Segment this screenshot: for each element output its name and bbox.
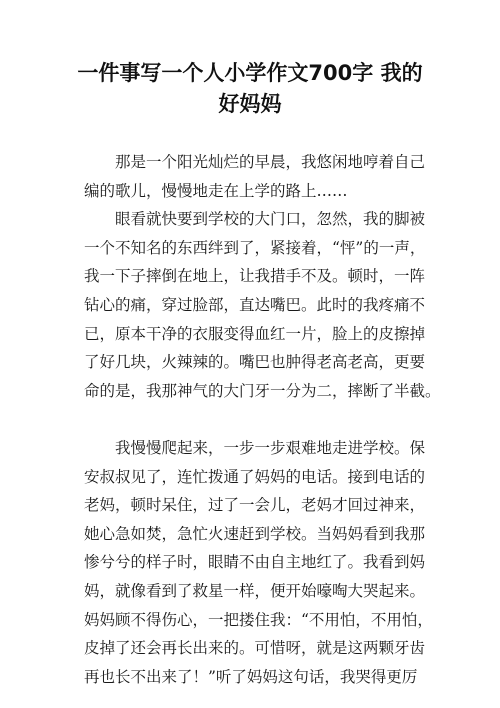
text-line: 妈，就像看到了救星一样，便开始嚎啕大哭起来。 bbox=[84, 581, 426, 600]
title-line: 一件事写一个人小学作文700字 我的 bbox=[77, 61, 423, 85]
paragraph bbox=[84, 205, 441, 405]
title-line: 好妈妈 bbox=[218, 92, 282, 116]
paragraph bbox=[84, 148, 429, 205]
text-line: 钻心的痛，穿过脸部，直达嘴巴。此时的我疼痛不 bbox=[84, 295, 426, 314]
text-line: 安叔叔见了，连忙拨通了妈妈的电话。接到电话的 bbox=[84, 467, 426, 486]
text-line: 惨兮兮的样子时，眼睛不由自主地红了。我看到妈 bbox=[84, 553, 426, 572]
text-line: 我一下子摔倒在地上，让我措手不及。顿时，一阵 bbox=[84, 267, 426, 286]
paragraph bbox=[84, 434, 433, 691]
text-line: 那是一个阳光灿烂的早晨，我悠闲地哼着自己 bbox=[115, 153, 426, 171]
text-line: 皮掉了还会再长出来的。可惜呀，就是这两颗牙齿 bbox=[84, 639, 426, 658]
text-line: 老妈，顿时呆住，过了一会儿，老妈才回过神来， bbox=[84, 496, 426, 515]
text-line: 再也长不出来了！”听了妈妈这句话，我哭得更厉 bbox=[84, 667, 418, 686]
text-line: 眼看就快要到学校的大门口，忽然，我的脚被 bbox=[115, 210, 426, 229]
document-title bbox=[60, 58, 440, 120]
text-line: 命的是，我那神气的大门牙一分为二，摔断了半截。 bbox=[84, 381, 441, 400]
document-body bbox=[84, 148, 441, 691]
text-line: 一个不知名的东西绊到了，紧接着，“怦”的一声， bbox=[84, 238, 426, 257]
text-line: 了好几块，火辣辣的。嘴巴也肿得老高老高，更要 bbox=[84, 353, 426, 372]
text-line: 我慢慢爬起来，一步一步艰难地走进学校。保 bbox=[115, 438, 426, 457]
paragraph-gap bbox=[84, 405, 429, 434]
text-line: 已，原本干净的衣服变得血红一片，脸上的皮擦掉 bbox=[84, 324, 426, 343]
text-line: 她心急如焚，急忙火速赶到学校。当妈妈看到我那 bbox=[84, 524, 426, 543]
text-line: 妈妈顾不得伤心，一把搂住我：“不用怕，不用怕， bbox=[84, 610, 433, 629]
text-line: 编的歌儿，慢慢地走在上学的路上…… bbox=[84, 181, 348, 200]
